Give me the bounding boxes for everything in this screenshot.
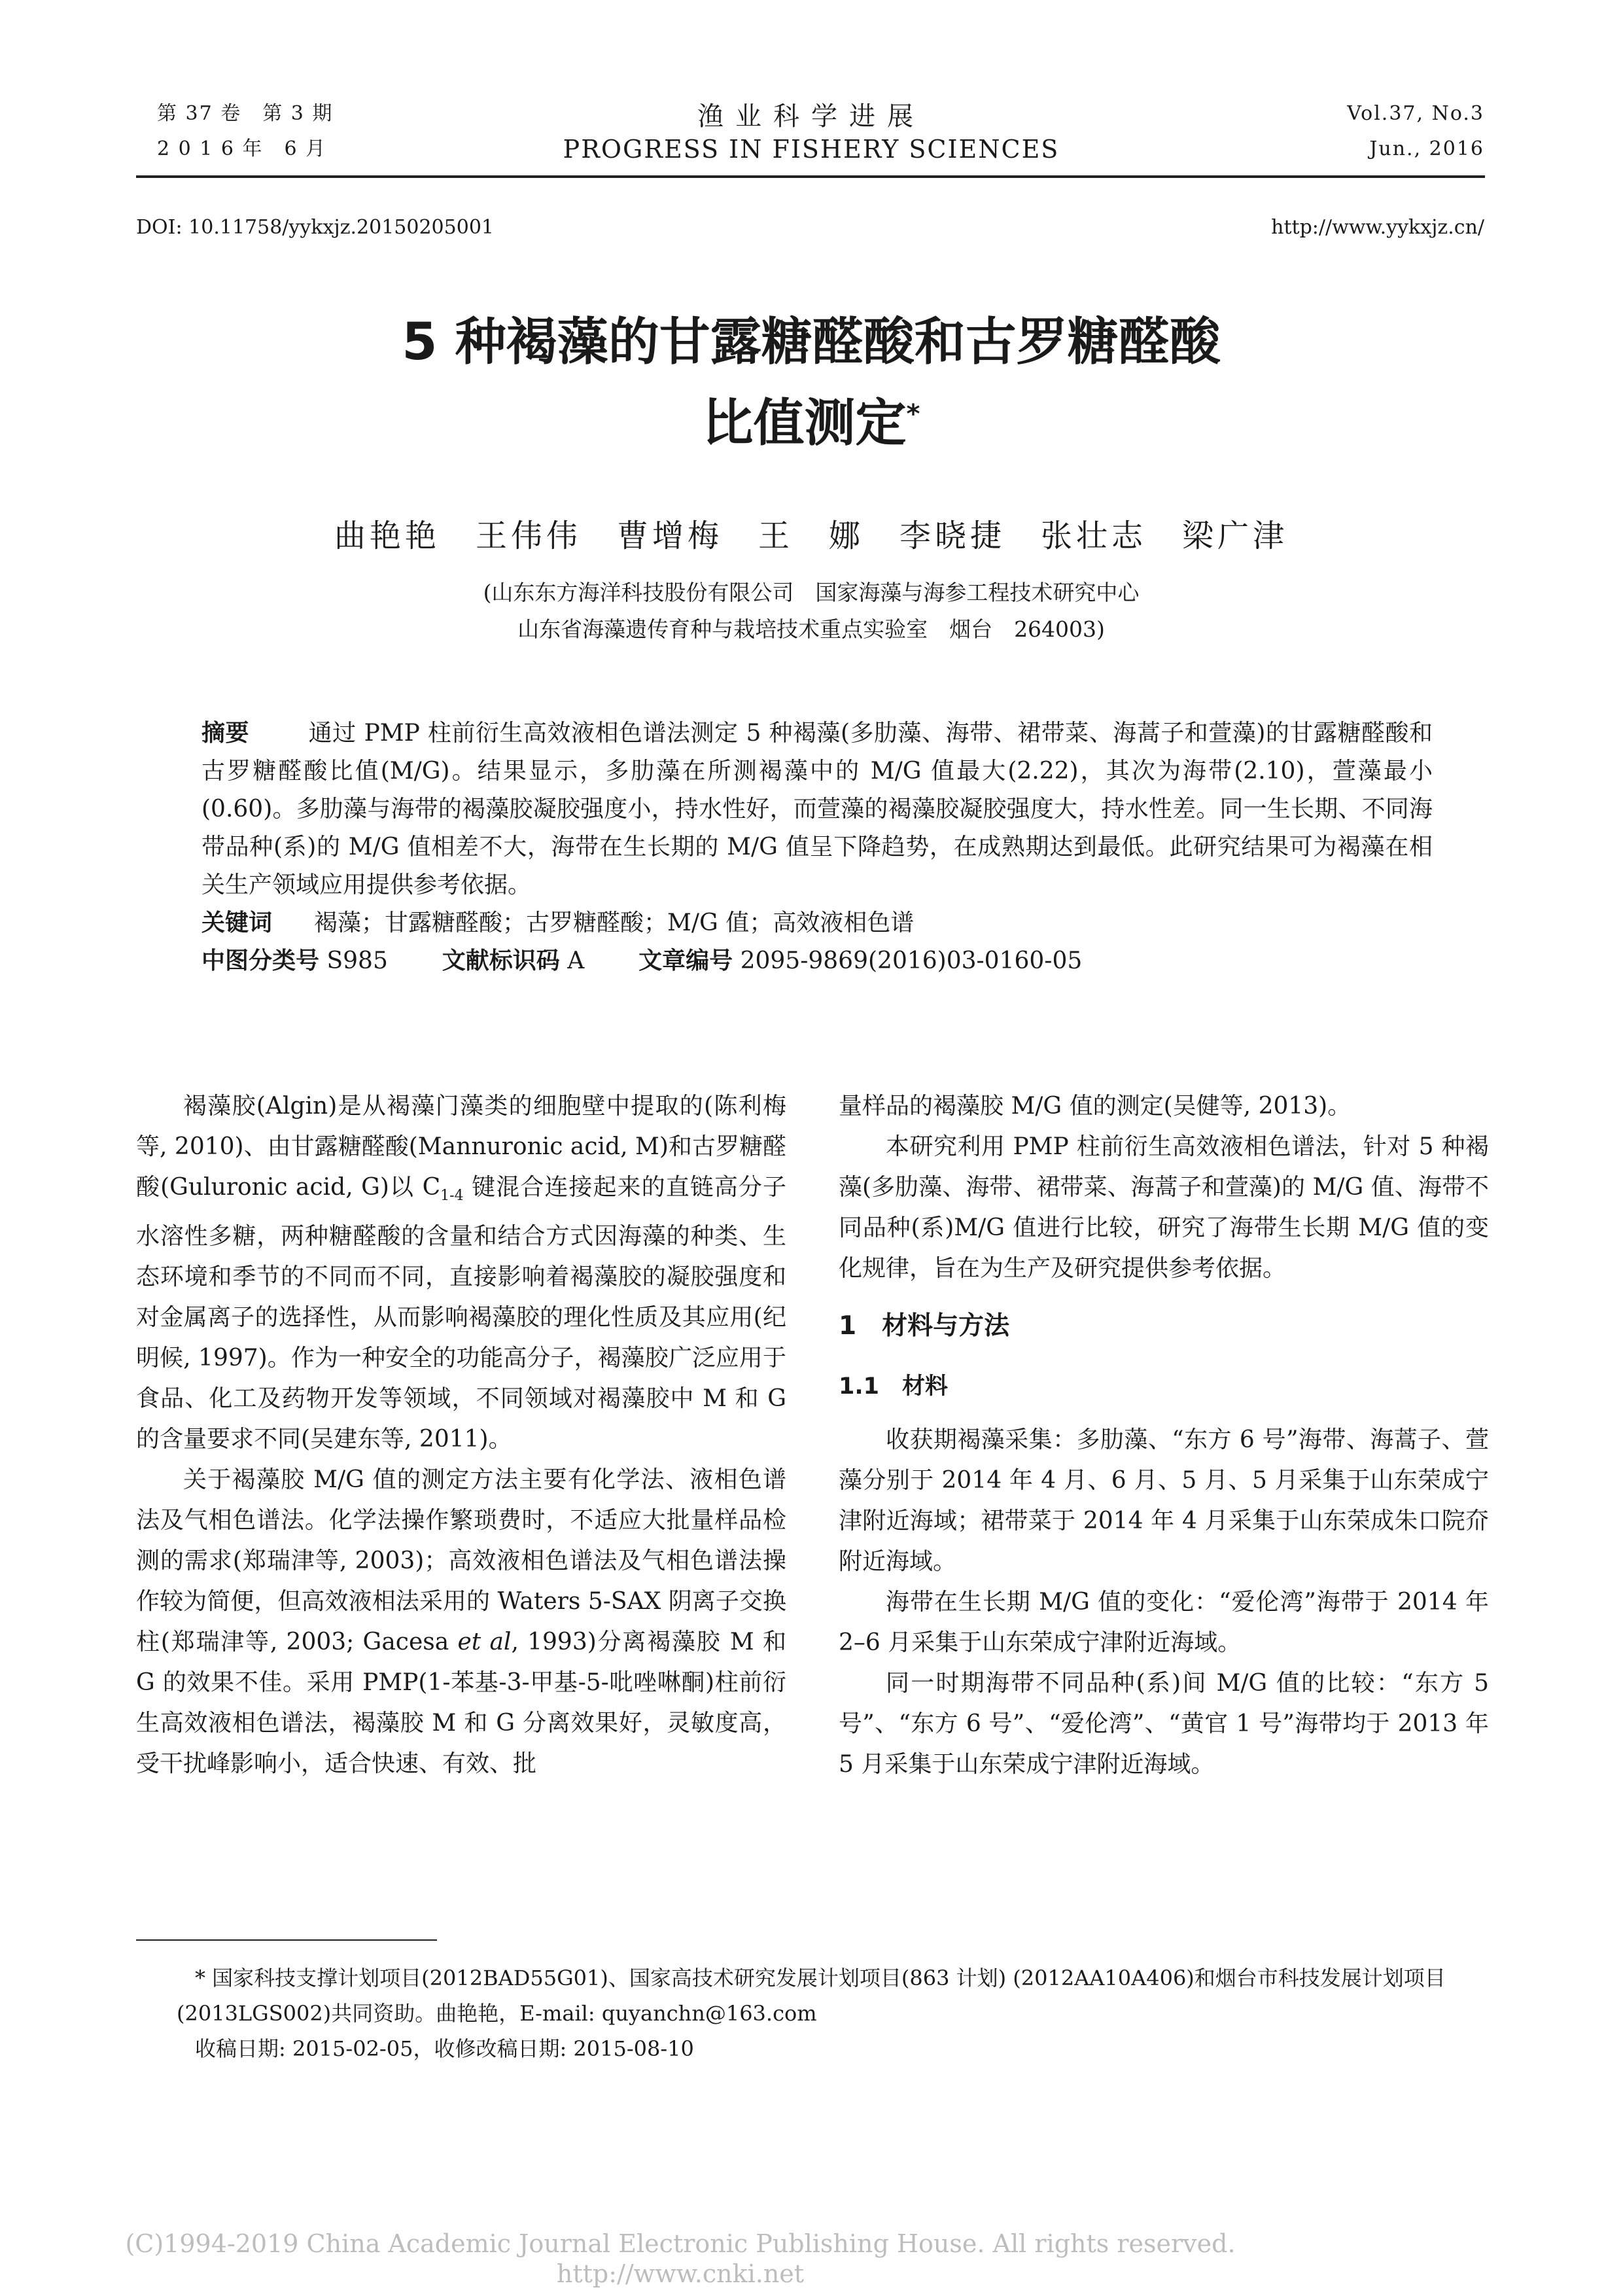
paragraph — [136, 1086, 786, 1460]
subscript: 1-4 — [440, 1188, 464, 1205]
body-right-column — [839, 1086, 1489, 1785]
journal-url[interactable]: http://www.yykxjz.cn/ — [1271, 216, 1484, 239]
clc-value: S985 — [326, 947, 388, 974]
doi: DOI: 10.11758/yykxjz.20150205001 — [136, 216, 494, 239]
date-en: Jun., 2016 — [1369, 137, 1484, 160]
title-line-1: 5 种褐藻的甘露糖醛酸和古罗糖醛酸 — [402, 313, 1221, 372]
paragraph: 收获期褐藻采集：多肋藻、“东方 6 号”海带、海蒿子、萱藻分别于 2014 年 4 月、6 月、5 月、5 月采集于山东荣成宁津附近海域；裙带菜于 2014 年 4 月采集于山东荣成朱口院夼附近海域。 — [839, 1426, 1489, 1575]
title-footnote-mark: * — [906, 399, 920, 429]
paragraph: 海带在生长期 M/G 值的变化：“爱伦湾”海带于 2014 年 2–6 月采集于山东荣成宁津附近海域。 — [839, 1589, 1489, 1656]
affiliation-line-1: (山东东方海洋科技股份有限公司 国家海藻与海参工程技术研究中心 — [483, 580, 1140, 605]
copyright-notice: (C)1994-2019 China Academic Journal Electronic Publishing House. All rights reserved. http://www.cnki.net — [125, 2229, 1268, 2288]
doc-code-label: 文献标识码 — [442, 947, 560, 974]
article-number-label: 文章编号 — [638, 947, 733, 974]
paragraph-text: 褐藻胶(Algin)是从褐藻门藻类的细胞壁中提取的(陈利梅等, 2010)、由甘露糖醛酸(Mannuronic acid, M)和古罗糖醛酸(Guluronic acid, G)以 C — [136, 1093, 786, 1201]
abstract — [201, 715, 1433, 904]
subsection-heading: 1.1 材料 — [839, 1373, 949, 1400]
paragraph — [136, 1460, 786, 1784]
paragraph: 同一时期海带不同品种(系)间 M/G 值的比较：“东方 5 号”、“东方 6 号”、“爱伦湾”、“黄官 1 号”海带均于 2013 年 5 月采集于山东荣成宁津附近海域。 — [839, 1670, 1489, 1778]
keywords — [201, 904, 1433, 942]
journal-name-cn: 渔业科学进展 — [697, 101, 925, 132]
paragraph-text: 键混合连接起来的直链高分子水溶性多糖，两种糖醛酸的含量和结合方式因海藻的种类、生态环境和季节的不同而不同，直接影响着褐藻胶的凝胶强度和对金属离子的选择性，从而影响褐藻胶的理化性质及其应用(纪明候, 1997)。作为一种安全的功能高分子，褐藻胶广泛应用于食品、化工及药物开发等领域，不同领域对褐藻胶中 M 和 G 的含量要求不同(吴建东等, 2011)。 — [136, 1174, 786, 1453]
paragraph-text: 关于褐藻胶 M/G 值的测定方法主要有化学法、液相色谱法及气相色谱法。化学法操作繁琐费时，不适应大批量样品检测的需求(郑瑞津等, 2003)；高效液相色谱法及气相色谱法操作较为简便，但高效液相法采用的 Waters 5-SAX 阴离子交换柱(郑瑞津等, 2003; Gacesa — [136, 1466, 786, 1656]
journal-name-en: PROGRESS IN FISHERY SCIENCES — [563, 135, 1060, 164]
affiliation-line-2: 山东省海藻遗传育种与栽培技术重点实验室 烟台 264003) — [517, 616, 1105, 642]
paper-title — [222, 306, 1400, 459]
keywords-label: 关键词 — [201, 910, 273, 936]
keywords-text: 褐藻；甘露糖醛酸；古罗糖醛酸；M/G 值；高效液相色谱 — [314, 910, 915, 936]
abstract-label: 摘要 — [201, 720, 250, 747]
article-number-value: 2095-9869(2016)03-0160-05 — [740, 947, 1083, 974]
volume-issue-cn: 第 37 卷 第 3 期 — [157, 102, 334, 125]
abstract-block — [201, 715, 1433, 980]
abstract-text: 通过 PMP 柱前衍生高效液相色谱法测定 5 种褐藻(多肋藻、海带、裙带菜、海蒿子和萱藻)的甘露糖醛酸和古罗糖醛酸比值(M/G)。结果显示，多肋藻在所测褐藻中的 M/G 值最大(2.22)，其次为海带(2.10)，萱藻最小(0.60)。多肋藻与海带的褐藻胶凝胶强度小，持水性好，而萱藻的褐藻胶凝胶强度大，持水性差。同一生长期、不同海带品种(系)的 M/G 值相差不大，海带在生长期的 M/G 值呈下降趋势，在成熟期达到最低。此研究结果可为褐藻在相关生产领域应用提供参考依据。 — [201, 720, 1433, 898]
clc-label: 中图分类号 — [201, 947, 320, 974]
classification-line — [201, 942, 1433, 980]
received-dates: 收稿日期: 2015-02-05，收修改稿日期: 2015-08-10 — [195, 2036, 694, 2061]
paragraph-text: , 1993)分离褐藻胶 M 和 G 的效果不佳。采用 PMP(1-苯基-3-甲基-5-吡唑啉酮)柱前衍生高效液相色谱法，褐藻胶 M 和 G 分离效果好，灵敏度高，受干扰峰影响小，适合快速、有效、批 — [136, 1629, 786, 1778]
title-line-2 — [222, 378, 1400, 459]
footnote-rule — [136, 1939, 437, 1941]
section-heading: 1 材料与方法 — [839, 1311, 1010, 1341]
paragraph: 量样品的褐藻胶 M/G 值的测定(吴健等, 2013)。 — [839, 1093, 1352, 1120]
authors: 曲艳艳 王伟伟 曹增梅 王 娜 李晓捷 张壮志 梁广津 — [334, 518, 1288, 554]
funding-footnote: * 国家科技支撑计划项目(2012BAD55G01)、国家高技术研究发展计划项目(863 计划) (2012AA10A406)和烟台市科技发展计划项目(2013LGS002)共同资助。曲艳艳，E-mail: quyanchn@163.com — [177, 1966, 1446, 2026]
italic-text: et al — [457, 1629, 512, 1656]
affiliation — [157, 574, 1465, 648]
body-left-column — [136, 1086, 786, 1784]
header-rule — [136, 175, 1485, 178]
paragraph: 本研究利用 PMP 柱前衍生高效液相色谱法，针对 5 种褐藻(多肋藻、海带、裙带菜、海蒿子和萱藻)的 M/G 值、海带不同品种(系)M/G 值进行比较，研究了海带生长期 M/G 值的变化规律，旨在为生产及研究提供参考依据。 — [839, 1133, 1489, 1282]
doc-code-value: A — [567, 947, 585, 974]
title-line-2-text: 比值测定 — [702, 394, 907, 453]
date-cn: 2 0 1 6 年 6 月 — [157, 137, 327, 160]
volume-issue-en: Vol.37, No.3 — [1347, 102, 1484, 125]
